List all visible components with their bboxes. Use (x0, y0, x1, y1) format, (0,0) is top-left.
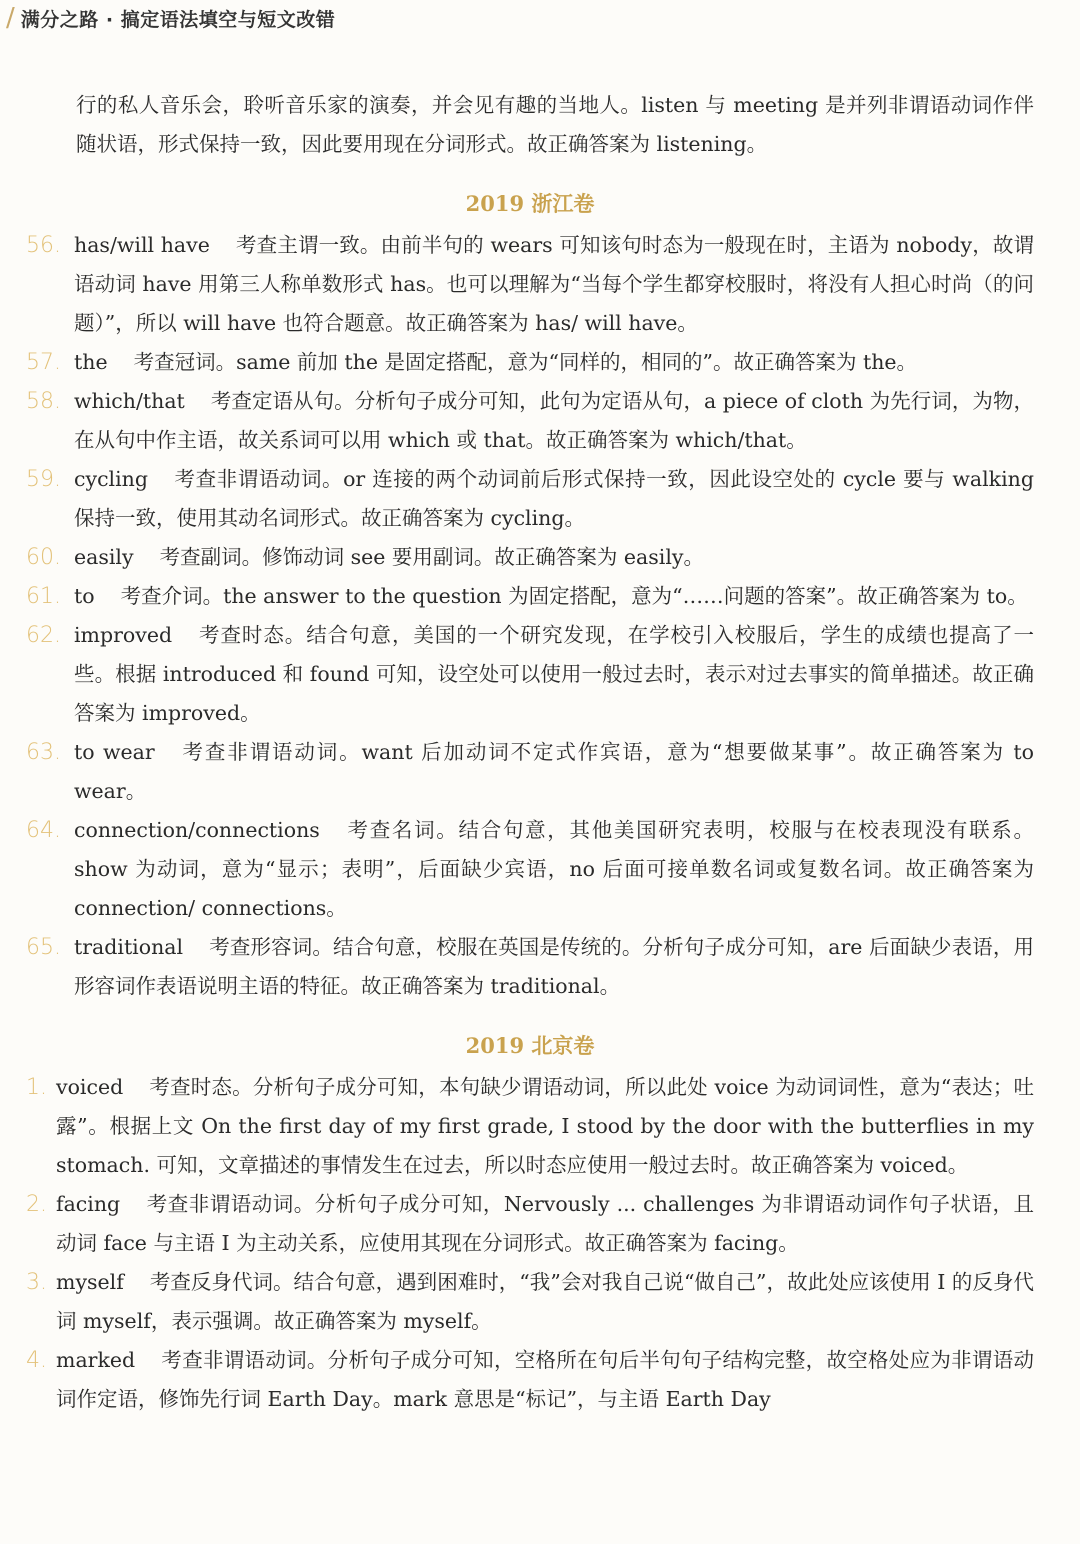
item-number: 3. (26, 1270, 47, 1295)
header-slash-decoration: / (6, 3, 15, 33)
item-explanation: 考查副词。修饰动词 see 要用副词。故正确答案为 easily。 (159, 545, 704, 569)
answer-item (26, 1185, 1034, 1263)
answer-item (26, 382, 1034, 460)
item-answer: to wear (74, 740, 155, 764)
item-number: 63. (26, 740, 61, 765)
item-answer: which/that (74, 389, 185, 413)
item-number: 2. (26, 1192, 47, 1217)
item-explanation: 考查介词。the answer to the question 为固定搭配，意为“……问题的答案”。故正确答案为 to。 (120, 584, 1028, 608)
item-number: 61. (26, 584, 61, 609)
answer-item (26, 1068, 1034, 1185)
item-number: 62. (26, 623, 61, 648)
item-explanation: 考查时态。分析句子成分可知，本句缺少谓语动词，所以此处 voice 为动词词性，意为“表达；吐露”。根据上文 On the first day of my first grade, I stood by the door with the butterflies in my stomach. 可知，文章描述的事情发生在过去，所以时态应使用一般过去时。故正确答案为 voiced。 (56, 1075, 1034, 1177)
item-explanation: 考查时态。结合句意，美国的一个研究发现，在学校引入校服后，学生的成绩也提高了一些。根据 introduced 和 found 可知，设空处可以使用一般过去时，表示对过去事实的简单描述。故正确答案为 improved。 (74, 623, 1034, 725)
item-number: 4. (26, 1348, 47, 1373)
item-number: 56. (26, 233, 61, 258)
answer-item (26, 577, 1034, 616)
answer-item (26, 226, 1034, 343)
section-beijing (26, 1027, 1034, 1419)
header-title: 满分之路 · 搞定语法填空与短文改错 (20, 8, 336, 31)
item-explanation: 考查非谓语动词。分析句子成分可知，空格所在句后半句句子结构完整，故空格处应为非谓语动词作定语，修饰先行词 Earth Day。mark 意思是“标记”，与主语 Earth Day (56, 1348, 1034, 1411)
item-answer: cycling (74, 467, 148, 491)
intro-paragraph: 行的私人音乐会，聆听音乐家的演奏，并会见有趣的当地人。listen 与 meeting 是并列非谓语动词作伴随状语，形式保持一致，因此要用现在分词形式。故正确答案为 listening。 (76, 93, 1034, 156)
item-answer: traditional (74, 935, 184, 959)
answer-item (26, 538, 1034, 577)
section-zhejiang (26, 185, 1034, 1006)
item-answer: to (74, 584, 95, 608)
answer-item (26, 460, 1034, 538)
page-content (26, 86, 1034, 1419)
item-number: 65. (26, 935, 61, 960)
item-number: 1. (26, 1075, 47, 1100)
answer-item (26, 733, 1034, 811)
item-explanation: 考查名词。结合句意，其他美国研究表明，校服与在校表现没有联系。show 为动词，意为“显示；表明”，后面缺少宾语，no 后面可接单数名词或复数名词。故正确答案为 connection/ connections。 (74, 818, 1034, 920)
page-header (0, 0, 1080, 36)
item-number: 64. (26, 818, 61, 843)
item-explanation: 考查主谓一致。由前半句的 wears 可知该句时态为一般现在时，主语为 nobody，故谓语动词 have 用第三人称单数形式 has。也可以理解为“当每个学生都穿校服时，将没有人担心时尚（的问题）”，所以 will have 也符合题意。故正确答案为 has/ will have。 (74, 233, 1034, 335)
answer-item (26, 928, 1034, 1006)
item-answer: voiced (56, 1075, 124, 1099)
item-number: 59. (26, 467, 61, 492)
answer-item (26, 616, 1034, 733)
item-answer: improved (74, 623, 173, 647)
section-title: 2019 北京卷 (465, 1033, 595, 1058)
item-explanation: 考查非谓语动词。or 连接的两个动词前后形式保持一致，因此设空处的 cycle 要与 walking 保持一致，使用其动名词形式。故正确答案为 cycling。 (74, 467, 1034, 530)
answer-item (26, 811, 1034, 928)
item-number: 58. (26, 389, 61, 414)
answer-item (26, 1263, 1034, 1341)
item-answer: easily (74, 545, 134, 569)
section-title: 2019 浙江卷 (465, 191, 595, 216)
item-answer: has/will have (74, 233, 210, 257)
item-answer: connection/connections (74, 818, 320, 842)
item-explanation: 考查反身代词。结合句意，遇到困难时，“我”会对我自己说“做自己”，故此处应该使用 I 的反身代词 myself，表示强调。故正确答案为 myself。 (56, 1270, 1034, 1333)
item-answer: marked (56, 1348, 136, 1372)
answer-item (26, 343, 1034, 382)
item-explanation: 考查形容词。结合句意，校服在英国是传统的。分析句子成分可知，are 后面缺少表语，用形容词作表语说明主语的特征。故正确答案为 traditional。 (74, 935, 1034, 998)
item-answer: facing (56, 1192, 121, 1216)
item-answer: myself (56, 1270, 124, 1294)
item-number: 57. (26, 350, 61, 375)
answer-item (26, 1341, 1034, 1419)
item-number: 60. (26, 545, 61, 570)
item-explanation: 考查冠词。same 前加 the 是固定搭配，意为“同样的，相同的”。故正确答案为 the。 (133, 350, 918, 374)
item-explanation: 考查定语从句。分析句子成分可知，此句为定语从句，a piece of cloth 为先行词，为物，在从句中作主语，故关系词可以用 which 或 that。故正确答案为 which/that。 (74, 389, 1034, 452)
item-explanation: 考查非谓语动词。分析句子成分可知，Nervously ... challenges 为非谓语动词作句子状语，且动词 face 与主语 I 为主动关系，应使用其现在分词形式。故正确答案为 facing。 (56, 1192, 1034, 1255)
item-answer: the (74, 350, 108, 374)
item-explanation: 考查非谓语动词。want 后加动词不定式作宾语，意为“想要做某事”。故正确答案为 to wear。 (74, 740, 1035, 803)
